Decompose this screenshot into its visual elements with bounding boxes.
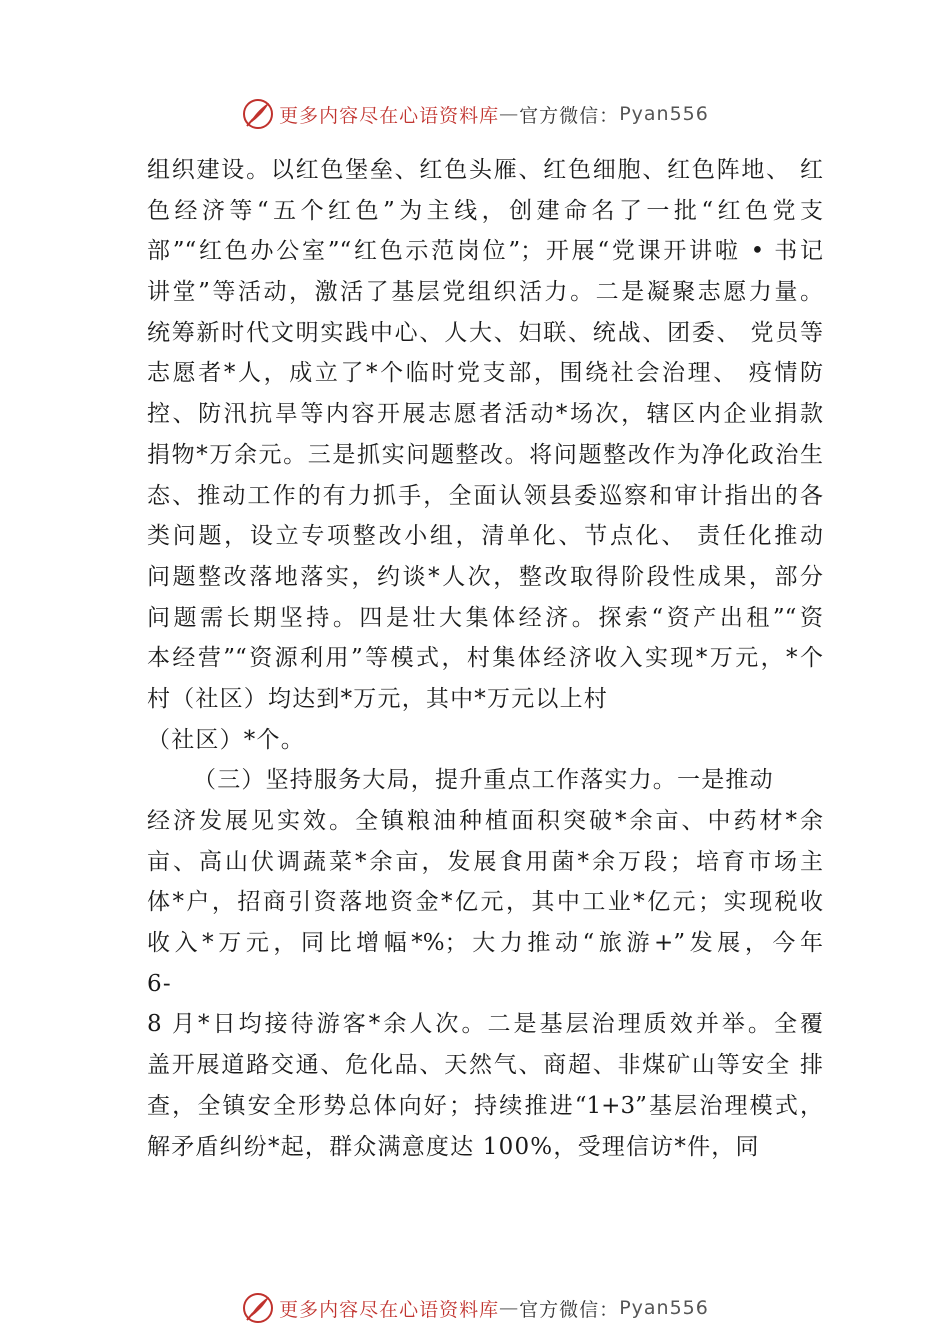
text-line: 问题需长期坚持。四是壮大集体经济。探索“资产出租”“资 bbox=[147, 604, 823, 631]
footer-wechat-id: Pyan556 bbox=[619, 1297, 709, 1319]
text-line: 志愿者*人，成立了*个临时党支部，围绕社会治理、 疫情防 bbox=[147, 360, 823, 387]
text-line: 盖开展道路交通、危化品、天然气、商超、非煤矿山等安全 排 bbox=[147, 1052, 823, 1079]
text-line: 态、推动工作的有力抓手，全面认领县委巡察和审计指出的各 bbox=[147, 482, 823, 509]
text-line: 8 月*日均接待游客*余人次。二是基层治理质效并举。全覆 bbox=[147, 1011, 823, 1038]
section-heading-line: （三）坚持服务大局，提升重点工作落实力。一是推动 bbox=[193, 767, 774, 794]
text-line: 收入*万元，同比增幅*%；大力推动“旅游+”发展，今年 bbox=[147, 930, 823, 957]
header-label: 官方微信： bbox=[519, 104, 620, 127]
text-line: 解矛盾纠纷*起，群众满意度达 100%，受理信访*件，同 bbox=[147, 1133, 760, 1160]
text-line: 控、防汛抗旱等内容开展志愿者活动*场次，辖区内企业捐款 bbox=[147, 401, 823, 428]
text-line: 本经营”“资源利用”等模式，村集体经济收入实现*万元，*个 bbox=[147, 645, 823, 672]
header-wechat-id: Pyan556 bbox=[619, 103, 709, 125]
text-line: （社区）*个。 bbox=[147, 726, 305, 753]
quill-seal-logo-icon bbox=[241, 97, 275, 131]
text-line: 问题整改落地落实，约谈*人次，整改取得阶段性成果，部分 bbox=[147, 563, 823, 590]
text-line: 类问题，设立专项整改小组，清单化、节点化、 责任化推动 bbox=[147, 523, 823, 550]
text-line: 统筹新时代文明实践中心、人大、妇联、统战、团委、 党员等 bbox=[147, 319, 823, 346]
footer-label: 官方微信： bbox=[519, 1298, 620, 1321]
text-line: 村（社区）均达到*万元，其中*万元以上村 bbox=[147, 685, 608, 712]
header-watermark bbox=[0, 94, 950, 134]
header-separator: — bbox=[499, 103, 520, 125]
document-body bbox=[147, 150, 823, 1167]
footer-brand: 更多内容尽在心语资料库 bbox=[279, 1298, 500, 1321]
footer-watermark bbox=[0, 1288, 950, 1328]
text-line: 经济发展见实效。全镇粮油种植面积突破*余亩、中药材*余 bbox=[147, 808, 823, 834]
text-line: 查，全镇安全形势总体向好；持续推进“1+3”基层治理模式， bbox=[147, 1092, 823, 1119]
text-line: 色经济等“五个红色”为主线，创建命名了一批“红色党支 bbox=[147, 197, 823, 224]
text-line: 组织建设。以红色堡垒、红色头雁、红色细胞、红色阵地、 红 bbox=[147, 157, 823, 183]
text-line: 捐物*万余元。三是抓实问题整改。将问题整改作为净化政治生 bbox=[147, 441, 823, 468]
header-brand: 更多内容尽在心语资料库 bbox=[279, 104, 500, 127]
footer-separator: — bbox=[499, 1297, 520, 1319]
text-line: 6- bbox=[147, 970, 172, 997]
quill-seal-logo-icon bbox=[241, 1291, 275, 1325]
text-line: 体*户，招商引资落地资金*亿元，其中工业*亿元；实现税收 bbox=[147, 889, 823, 916]
text-line: 部”“红色办公室”“红色示范岗位”；开展“党课开讲啦 • 书记 bbox=[147, 238, 823, 265]
text-line: 讲堂”等活动，激活了基层党组织活力。二是凝聚志愿力量。 bbox=[147, 279, 823, 306]
text-line: 亩、高山伏调蔬菜*余亩，发展食用菌*余万段；培育市场主 bbox=[147, 848, 823, 875]
